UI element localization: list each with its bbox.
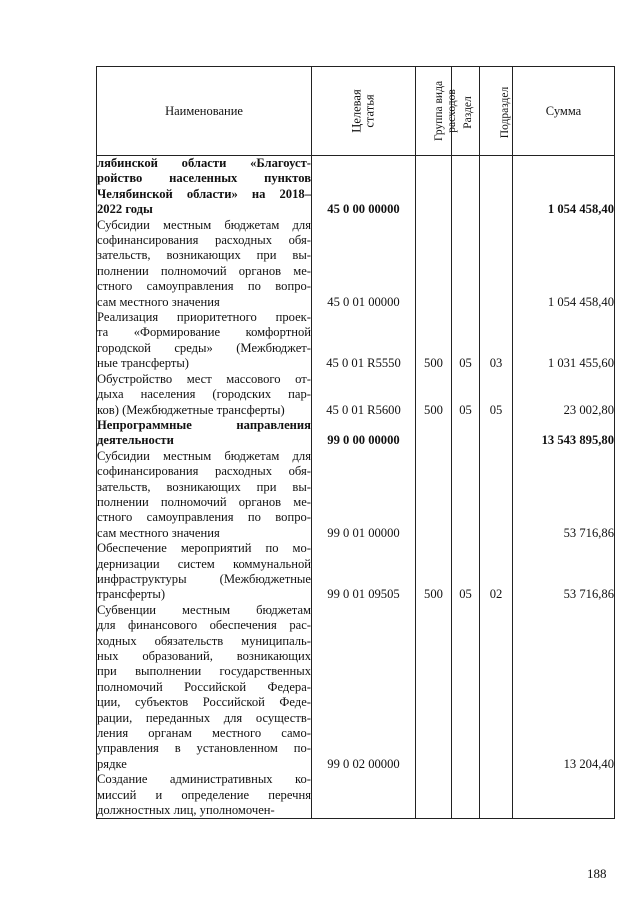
row-name-line: миссий и определение перечня bbox=[97, 787, 311, 802]
row-name-line: управления в установленном по- bbox=[97, 741, 311, 756]
row-name-line: Реализация приоритетного проек- bbox=[97, 310, 311, 325]
row-name bbox=[97, 418, 312, 449]
row-name bbox=[97, 449, 312, 541]
row-name-line: Обеспечение мероприятий по мо- bbox=[97, 541, 311, 556]
table-row bbox=[97, 156, 615, 218]
row-amount: 1 054 458,40 bbox=[513, 218, 615, 310]
row-name-line: лябинской области «Благоуст- bbox=[97, 156, 311, 170]
row-name-line: Субвенции местным бюджетам bbox=[97, 602, 311, 617]
table-row bbox=[97, 310, 615, 372]
row-section bbox=[452, 772, 480, 819]
row-subsection bbox=[480, 449, 513, 541]
row-name bbox=[97, 772, 312, 819]
row-name-line: ления органам местного само- bbox=[97, 726, 311, 741]
row-name-line: сам местного значения bbox=[97, 525, 220, 540]
row-name-line: стного самоуправления по вопро- bbox=[97, 510, 311, 525]
row-name-line: должностных лиц, уполномочен- bbox=[97, 803, 275, 818]
row-name-line: зательств, возникающих при вы- bbox=[97, 479, 311, 494]
row-section bbox=[452, 156, 480, 218]
row-subsection: 02 bbox=[480, 541, 513, 603]
row-subsection bbox=[480, 418, 513, 449]
row-subsection bbox=[480, 772, 513, 819]
row-name-line: сам местного значения bbox=[97, 294, 220, 309]
row-expense-group: 500 bbox=[416, 372, 452, 418]
row-target-article: 45 0 01 R5550 bbox=[312, 310, 416, 372]
row-name-line: ных образований, возникающих bbox=[97, 649, 311, 663]
row-name-line: та «Формирование комфортной bbox=[97, 325, 311, 340]
row-subsection: 05 bbox=[480, 372, 513, 418]
table-row bbox=[97, 603, 615, 772]
header-name: Наименование bbox=[97, 67, 312, 156]
row-name-line: Челябинской области» на 2018– bbox=[97, 186, 311, 201]
row-name bbox=[97, 372, 312, 418]
row-expense-group bbox=[416, 218, 452, 310]
row-name-line: городской среды» (Межбюджет- bbox=[97, 340, 311, 355]
row-expense-group bbox=[416, 156, 452, 218]
header-subsection: Подраздел bbox=[480, 67, 513, 156]
row-section: 05 bbox=[452, 310, 480, 372]
row-name bbox=[97, 310, 312, 372]
header-target-article: Целевая статья bbox=[312, 67, 416, 156]
row-name-line: рядке bbox=[97, 756, 127, 771]
row-name-line: ные трансферты) bbox=[97, 356, 190, 371]
row-target-article: 99 0 01 09505 bbox=[312, 541, 416, 603]
row-expense-group bbox=[416, 449, 452, 541]
row-amount: 53 716,86 bbox=[513, 541, 615, 603]
row-name-line: ков) (Межбюджетные трансферты) bbox=[97, 402, 285, 417]
table-row bbox=[97, 449, 615, 541]
row-name bbox=[97, 603, 312, 772]
header-section: Раздел bbox=[452, 67, 480, 156]
row-section bbox=[452, 418, 480, 449]
row-target-article: 45 0 01 00000 bbox=[312, 218, 416, 310]
row-subsection bbox=[480, 603, 513, 772]
row-target-article: 99 0 02 00000 bbox=[312, 603, 416, 772]
row-expense-group: 500 bbox=[416, 310, 452, 372]
row-name-line: инфраструктуры (Межбюджетные bbox=[97, 571, 311, 586]
row-expense-group bbox=[416, 772, 452, 819]
row-section: 05 bbox=[452, 541, 480, 603]
row-name-line: софинансирования расходных обя- bbox=[97, 464, 311, 479]
table-row bbox=[97, 418, 615, 449]
row-target-article: 99 0 00 00000 bbox=[312, 418, 416, 449]
row-name-line: трансферты) bbox=[97, 587, 166, 602]
row-subsection bbox=[480, 218, 513, 310]
row-section bbox=[452, 449, 480, 541]
row-amount: 23 002,80 bbox=[513, 372, 615, 418]
table-row bbox=[97, 372, 615, 418]
row-name-line: Обустройство мест массового от- bbox=[97, 371, 311, 386]
page-number: 188 bbox=[587, 866, 607, 881]
row-amount: 1 031 455,60 bbox=[513, 310, 615, 372]
row-expense-group: 500 bbox=[416, 541, 452, 603]
row-amount: 13 204,40 bbox=[513, 603, 615, 772]
row-name-line: Создание административных ко- bbox=[97, 772, 311, 787]
row-subsection bbox=[480, 156, 513, 218]
row-name-line: полнении полномочий органов ме- bbox=[97, 494, 311, 509]
row-name-line: деятельности bbox=[97, 433, 174, 448]
row-name bbox=[97, 156, 312, 218]
row-name-line: ции, субъектов Российской Феде- bbox=[97, 695, 311, 710]
row-name bbox=[97, 218, 312, 310]
row-target-article: 45 0 01 R5600 bbox=[312, 372, 416, 418]
row-section bbox=[452, 218, 480, 310]
row-name-line: дернизации систем коммунальной bbox=[97, 556, 311, 571]
row-target-article: 99 0 01 00000 bbox=[312, 449, 416, 541]
table-row bbox=[97, 218, 615, 310]
row-name-line: при выполнении государственных bbox=[97, 664, 311, 679]
row-name-line: полнении полномочий органов ме- bbox=[97, 263, 311, 278]
budget-table bbox=[96, 66, 615, 819]
row-name-line: рации, переданных для осуществ- bbox=[97, 710, 311, 725]
row-subsection: 03 bbox=[480, 310, 513, 372]
row-name-line: для финансового обеспечения рас- bbox=[97, 618, 311, 633]
row-name bbox=[97, 541, 312, 603]
row-expense-group bbox=[416, 603, 452, 772]
row-target-article: 45 0 00 00000 bbox=[312, 156, 416, 218]
row-name-line: зательств, возникающих при вы- bbox=[97, 248, 311, 263]
header-sum: Сумма bbox=[513, 67, 615, 156]
row-name-line: Субсидии местным бюджетам для bbox=[97, 448, 311, 463]
row-section: 05 bbox=[452, 372, 480, 418]
row-name-line: Субсидии местным бюджетам для bbox=[97, 217, 311, 232]
header-expense-group: Группа вида расходов bbox=[416, 67, 452, 156]
row-expense-group bbox=[416, 418, 452, 449]
row-amount bbox=[513, 772, 615, 819]
row-amount: 1 054 458,40 bbox=[513, 156, 615, 218]
row-name-line: 2022 годы bbox=[97, 202, 153, 217]
table-body bbox=[97, 156, 615, 819]
row-section bbox=[452, 603, 480, 772]
row-name-line: софинансирования расходных обя- bbox=[97, 233, 311, 248]
row-name-line: полномочий Российской Федера- bbox=[97, 679, 311, 694]
row-name-line: ходных обязательств муниципаль- bbox=[97, 633, 311, 648]
row-name-line: стного самоуправления по вопро- bbox=[97, 279, 311, 294]
table-header-row bbox=[97, 67, 615, 156]
row-amount: 53 716,86 bbox=[513, 449, 615, 541]
table-row bbox=[97, 541, 615, 603]
row-name-line: ройство населенных пунктов bbox=[97, 171, 311, 186]
row-target-article bbox=[312, 772, 416, 819]
row-name-line: Непрограммные направления bbox=[97, 417, 311, 432]
table-row bbox=[97, 772, 615, 819]
row-name-line: дыха населения (городских пар- bbox=[97, 387, 311, 402]
row-amount: 13 543 895,80 bbox=[513, 418, 615, 449]
